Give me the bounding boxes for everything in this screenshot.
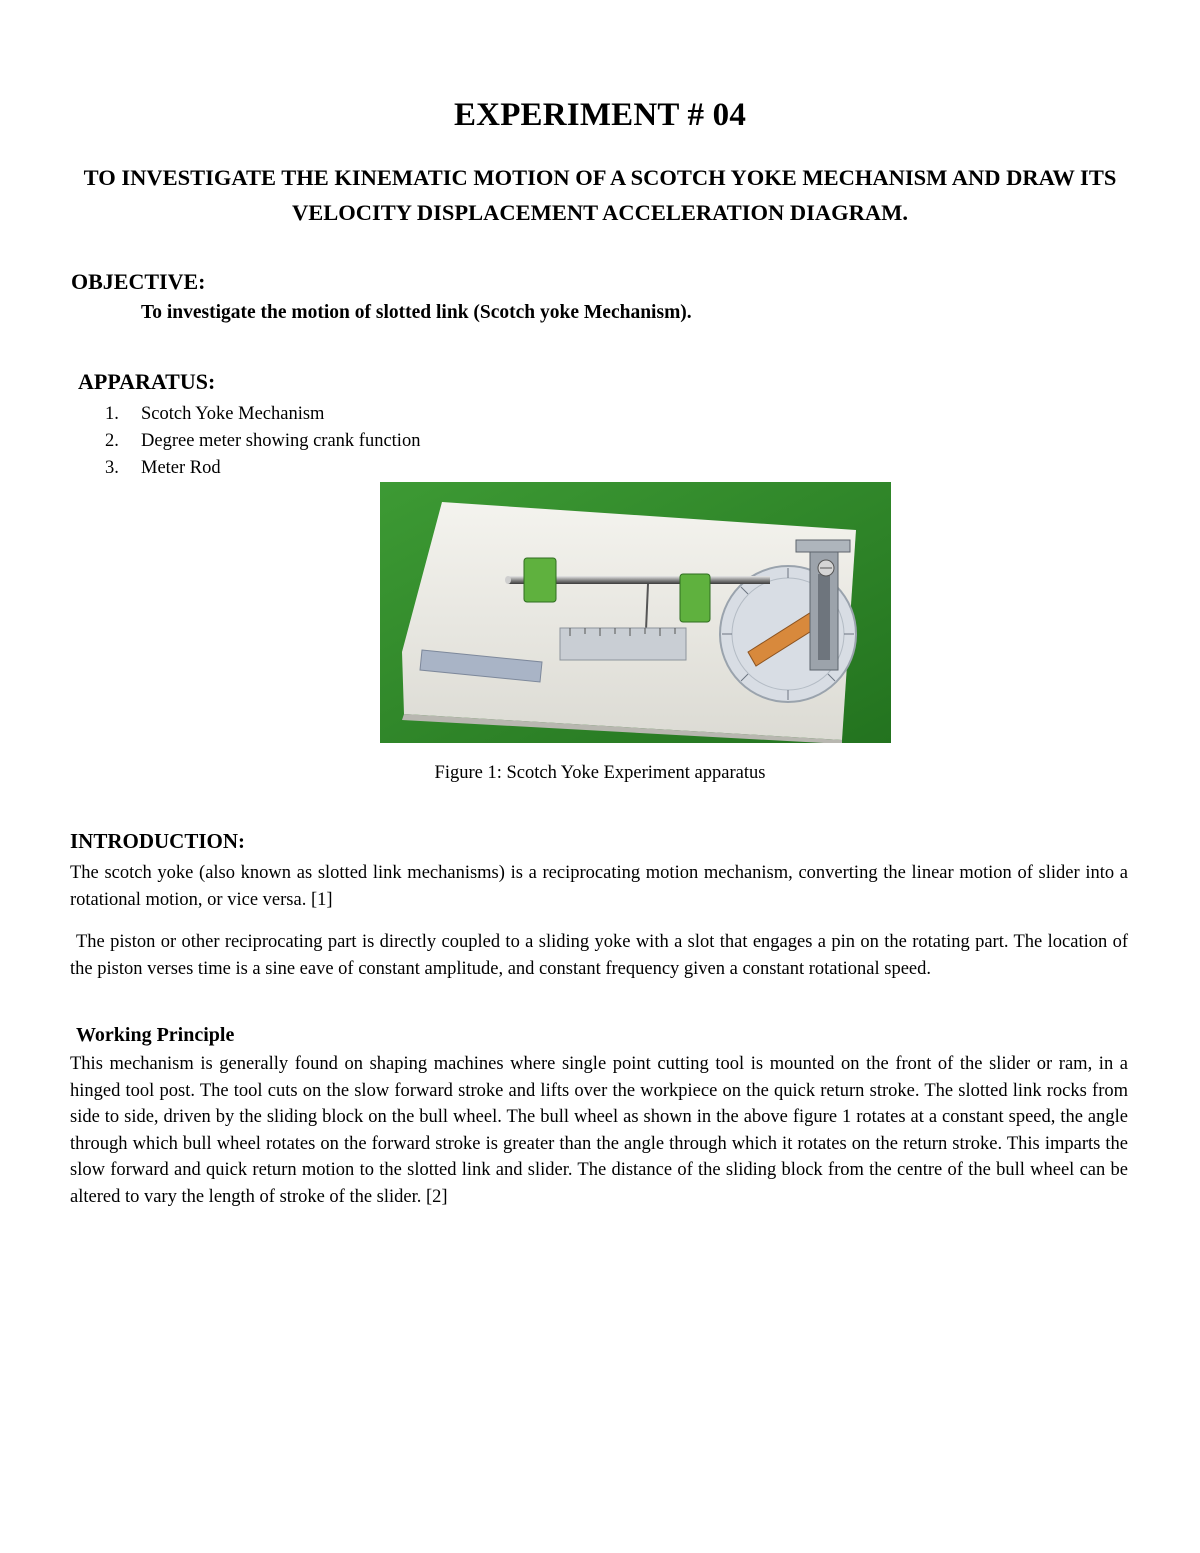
introduction-paragraph-1: The scotch yoke (also known as slotted link mechanisms) is a reciprocating motion mechanism, converting the linear motion of slider into a rotational motion, or vice versa. [1] [70, 863, 1128, 910]
apparatus-item-number: 3. [105, 458, 119, 478]
figure-caption: Figure 1: Scotch Yoke Experiment apparatus [434, 763, 766, 783]
apparatus-item-text: Meter Rod [141, 458, 221, 478]
apparatus-item-text: Degree meter showing crank function [141, 431, 421, 451]
working-principle-paragraph: This mechanism is generally found on shaping machines where single point cutting tool is mounted on the front of the slider or ram, in a hinged tool post. The tool cuts on the slow forward stroke and lifts over the workpiece on the quick return stroke. The slotted link rocks from side to side, driven by the sliding block on the bull wheel. The bull wheel as shown in the above figure 1 rotates at a constant speed, the angle through which bull wheel rotates on the forward stroke is greater than the angle through which it rotates on the return stroke. This imparts the slow forward and quick return motion to the slotted link and slider. The distance of the sliding block from the centre of the bull wheel can be altered to vary the length of stroke of the slider. [2] [70, 1054, 1128, 1207]
introduction-paragraph-2: The piston or other reciprocating part is directly coupled to a sliding yoke with a slot that engages a pin on the rotating part. The location of the piston verses time is a sine eave of constant amplitude, and constant frequency given a constant rotational speed. [70, 932, 1128, 979]
apparatus-item [105, 456, 420, 483]
apparatus-item [105, 402, 420, 429]
apparatus-item-number: 1. [105, 404, 119, 424]
objective-heading: OBJECTIVE: [71, 269, 206, 294]
working-principle-heading: Working Principle [76, 1024, 235, 1046]
apparatus-item-text: Scotch Yoke Mechanism [141, 404, 325, 424]
scotch-yoke-apparatus-photo [380, 482, 891, 743]
objective-text: To investigate the motion of slotted link (Scotch yoke Mechanism). [141, 302, 692, 323]
apparatus-item-number: 2. [105, 431, 119, 451]
apparatus-heading: APPARATUS: [78, 369, 216, 394]
experiment-subtitle: TO INVESTIGATE THE KINEMATIC MOTION OF A SCOTCH YOKE MECHANISM AND DRAW ITS VELOCITY DISPLACEMENT ACCELERATION DIAGRAM. [83, 165, 1117, 225]
introduction-heading: INTRODUCTION: [70, 829, 246, 853]
apparatus-item [105, 429, 420, 456]
apparatus-illustration [380, 482, 891, 743]
apparatus-list [105, 402, 420, 483]
experiment-title: EXPERIMENT # 04 [453, 97, 747, 133]
